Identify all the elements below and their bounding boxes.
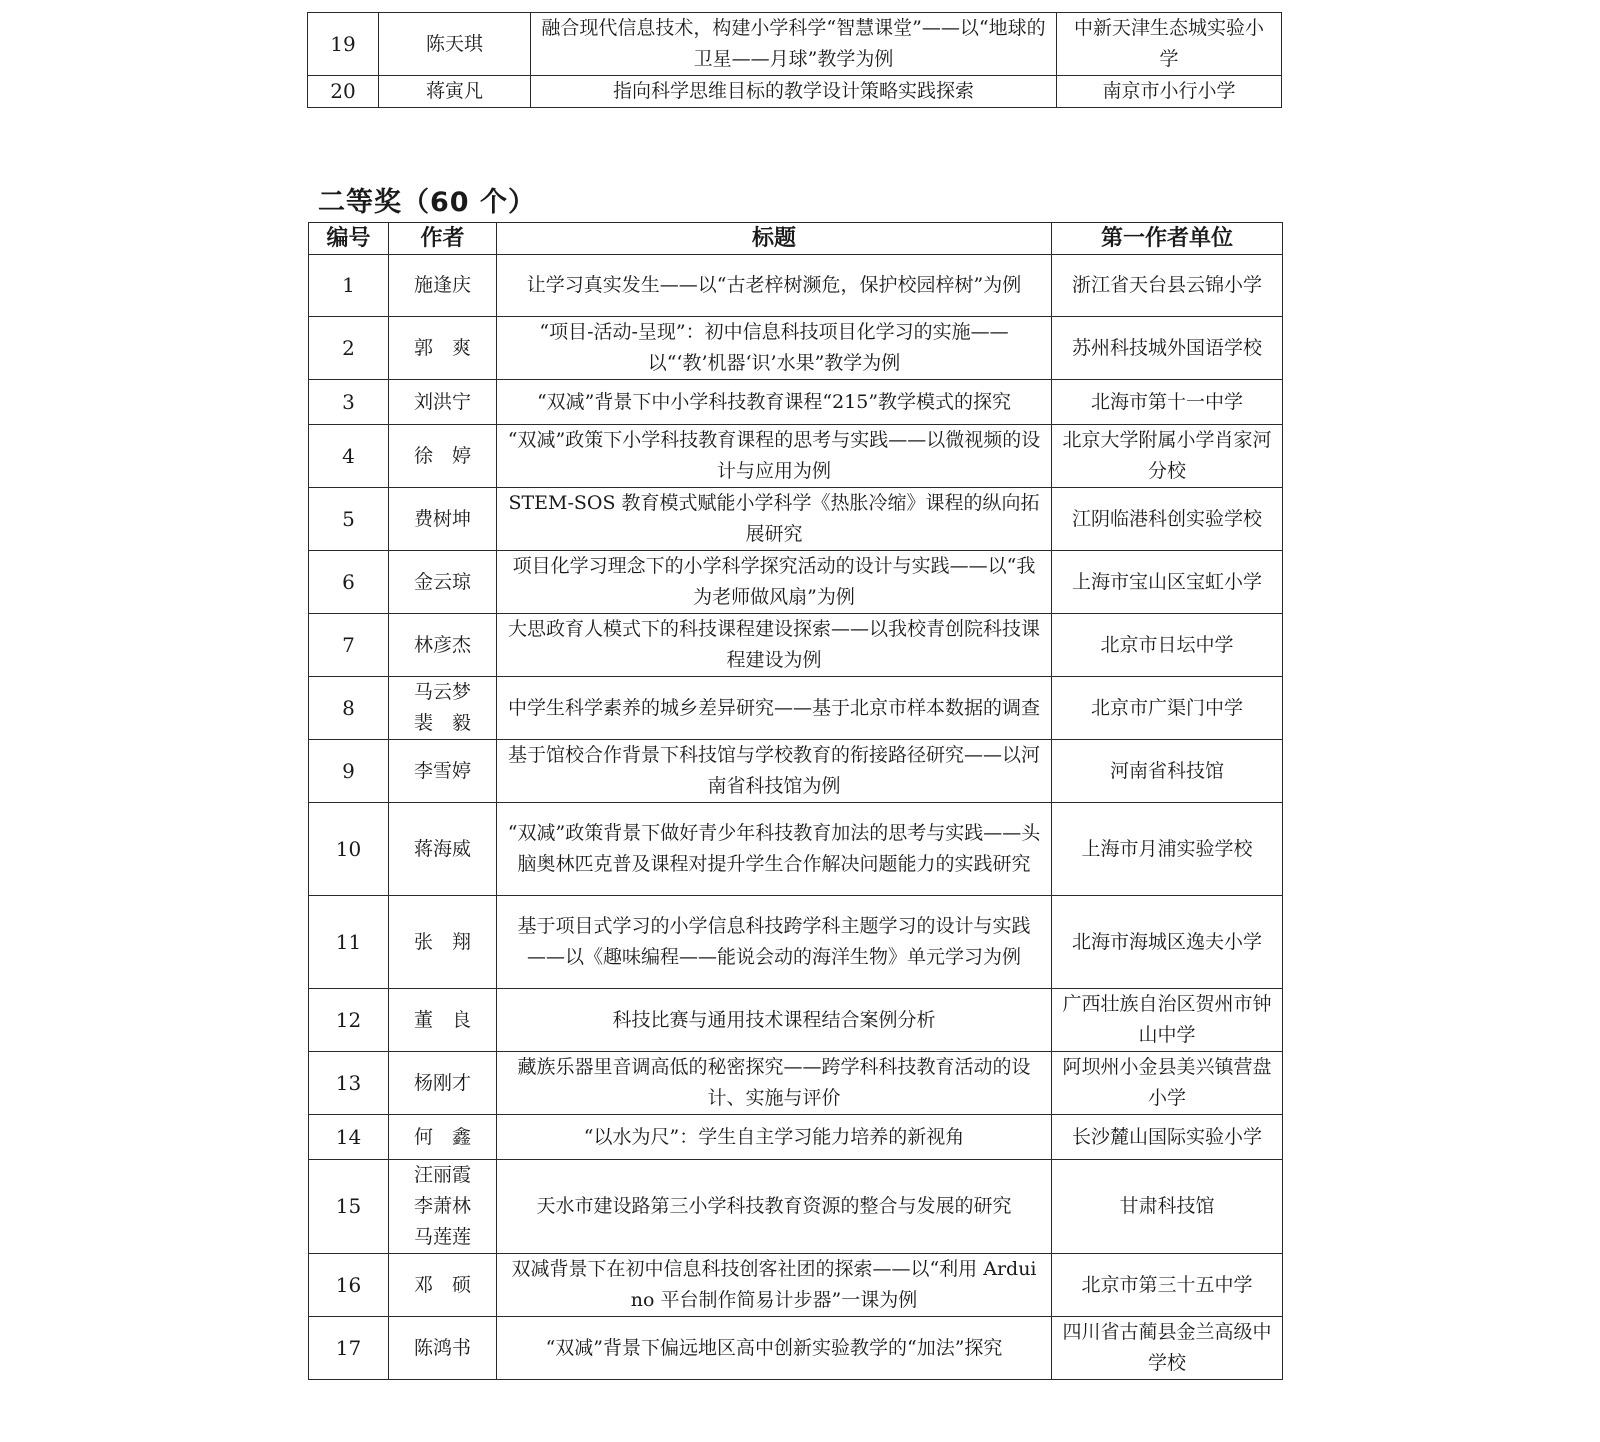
table-header-row (309, 223, 1283, 255)
table-row (309, 488, 1283, 551)
row-title: 融合现代信息技术，构建小学科学“智慧课堂”——以“地球的卫星——月球”教学为例 (531, 13, 1057, 76)
row-author: 费树坤 (389, 488, 497, 551)
row-title: 基于项目式学习的小学信息科技跨学科主题学习的设计与实践——以《趣味编程——能说会动的海洋生物》单元学习为例 (497, 896, 1052, 989)
row-unit: 浙江省天台县云锦小学 (1052, 255, 1283, 317)
row-title: 双减背景下在初中信息科技创客社团的探索——以“利用 Arduino 平台制作简易计步器”一课为例 (497, 1254, 1052, 1317)
row-unit: 北海市海城区逸夫小学 (1052, 896, 1283, 989)
top-table-body (308, 13, 1282, 108)
row-author: 杨刚才 (389, 1052, 497, 1115)
table-row (309, 1160, 1283, 1254)
row-author: 陈鸿书 (389, 1317, 497, 1380)
table-row (309, 551, 1283, 614)
row-author: 汪丽霞 李萧林 马莲莲 (389, 1160, 497, 1254)
row-title: “双减”政策下小学科技教育课程的思考与实践——以微视频的设计与应用为例 (497, 425, 1052, 488)
table-row (308, 76, 1282, 108)
row-unit: 河南省科技馆 (1052, 740, 1283, 803)
table-row (309, 380, 1283, 425)
row-title: 藏族乐器里音调高低的秘密探究——跨学科科技教育活动的设计、实施与评价 (497, 1052, 1052, 1115)
main-table-body (309, 255, 1283, 1380)
row-unit: 北京大学附属小学肖家河分校 (1052, 425, 1283, 488)
table-row (309, 317, 1283, 380)
row-number: 5 (309, 488, 389, 551)
row-unit: 北京市广渠门中学 (1052, 677, 1283, 740)
table-row (309, 425, 1283, 488)
row-unit: 甘肃科技馆 (1052, 1160, 1283, 1254)
row-number: 19 (308, 13, 379, 76)
row-unit: 江阴临港科创实验学校 (1052, 488, 1283, 551)
row-number: 16 (309, 1254, 389, 1317)
row-title: 大思政育人模式下的科技课程建设探索——以我校青创院科技课程建设为例 (497, 614, 1052, 677)
row-number: 20 (308, 76, 379, 108)
row-number: 6 (309, 551, 389, 614)
row-author: 董 良 (389, 989, 497, 1052)
row-author: 蒋海威 (389, 803, 497, 896)
row-unit: 南京市小行小学 (1057, 76, 1282, 108)
row-author: 何 鑫 (389, 1115, 497, 1160)
row-author: 邓 硕 (389, 1254, 497, 1317)
row-number: 7 (309, 614, 389, 677)
row-author: 徐 婷 (389, 425, 497, 488)
row-unit: 北京市第三十五中学 (1052, 1254, 1283, 1317)
table-row (309, 740, 1283, 803)
row-number: 2 (309, 317, 389, 380)
row-title: “双减”背景下偏远地区高中创新实验教学的“加法”探究 (497, 1317, 1052, 1380)
row-author: 金云琼 (389, 551, 497, 614)
row-unit: 上海市月浦实验学校 (1052, 803, 1283, 896)
row-title: 指向科学思维目标的教学设计策略实践探索 (531, 76, 1057, 108)
row-title: 中学生科学素养的城乡差异研究——基于北京市样本数据的调查 (497, 677, 1052, 740)
row-author: 张 翔 (389, 896, 497, 989)
header-unit: 第一作者单位 (1052, 223, 1283, 255)
table-row (309, 896, 1283, 989)
row-title: STEM-SOS 教育模式赋能小学科学《热胀冷缩》课程的纵向拓展研究 (497, 488, 1052, 551)
table-row (308, 13, 1282, 76)
header-author: 作者 (389, 223, 497, 255)
row-author: 施逢庆 (389, 255, 497, 317)
row-title: 天水市建设路第三小学科技教育资源的整合与发展的研究 (497, 1160, 1052, 1254)
row-title: 科技比赛与通用技术课程结合案例分析 (497, 989, 1052, 1052)
row-unit: 阿坝州小金县美兴镇营盘小学 (1052, 1052, 1283, 1115)
row-number: 10 (309, 803, 389, 896)
row-author: 蒋寅凡 (379, 76, 531, 108)
row-unit: 中新天津生态城实验小学 (1057, 13, 1282, 76)
row-author: 林彦杰 (389, 614, 497, 677)
row-author: 李雪婷 (389, 740, 497, 803)
row-unit: 北海市第十一中学 (1052, 380, 1283, 425)
row-title: “双减”政策背景下做好青少年科技教育加法的思考与实践——头脑奥林匹克普及课程对提升学生合作解决问题能力的实践研究 (497, 803, 1052, 896)
row-author: 马云梦 裴 毅 (389, 677, 497, 740)
row-unit: 上海市宝山区宝虹小学 (1052, 551, 1283, 614)
row-title: 基于馆校合作背景下科技馆与学校教育的衔接路径研究——以河南省科技馆为例 (497, 740, 1052, 803)
first-prize-table-continuation (307, 12, 1282, 108)
table-row (309, 255, 1283, 317)
table-row (309, 989, 1283, 1052)
section-title: 二等奖（60 个） (318, 187, 536, 218)
row-number: 13 (309, 1052, 389, 1115)
row-title: 让学习真实发生——以“古老梓树濒危，保护校园梓树”为例 (497, 255, 1052, 317)
second-prize-table (308, 222, 1283, 1380)
row-unit: 苏州科技城外国语学校 (1052, 317, 1283, 380)
header-title: 标题 (497, 223, 1052, 255)
row-title: “项目-活动-呈现”：初中信息科技项目化学习的实施——以“‘教’机器‘识’水果”教学为例 (497, 317, 1052, 380)
row-number: 1 (309, 255, 389, 317)
row-title: 项目化学习理念下的小学科学探究活动的设计与实践——以“我为老师做风扇”为例 (497, 551, 1052, 614)
table-row (309, 1317, 1283, 1380)
row-title: “双减”背景下中小学科技教育课程“215”教学模式的探究 (497, 380, 1052, 425)
row-unit: 四川省古蔺县金兰高级中学校 (1052, 1317, 1283, 1380)
row-number: 3 (309, 380, 389, 425)
row-number: 12 (309, 989, 389, 1052)
row-number: 15 (309, 1160, 389, 1254)
row-number: 17 (309, 1317, 389, 1380)
row-number: 8 (309, 677, 389, 740)
table-row (309, 1115, 1283, 1160)
row-unit: 北京市日坛中学 (1052, 614, 1283, 677)
table-row (309, 614, 1283, 677)
row-title: “以水为尺”：学生自主学习能力培养的新视角 (497, 1115, 1052, 1160)
table-row (309, 677, 1283, 740)
row-author: 陈天琪 (379, 13, 531, 76)
row-author: 郭 爽 (389, 317, 497, 380)
table-row (309, 803, 1283, 896)
row-unit: 广西壮族自治区贺州市钟山中学 (1052, 989, 1283, 1052)
header-number: 编号 (309, 223, 389, 255)
table-row (309, 1254, 1283, 1317)
table-row (309, 1052, 1283, 1115)
row-number: 4 (309, 425, 389, 488)
row-number: 14 (309, 1115, 389, 1160)
row-unit: 长沙麓山国际实验小学 (1052, 1115, 1283, 1160)
row-author: 刘洪宁 (389, 380, 497, 425)
row-number: 9 (309, 740, 389, 803)
row-number: 11 (309, 896, 389, 989)
